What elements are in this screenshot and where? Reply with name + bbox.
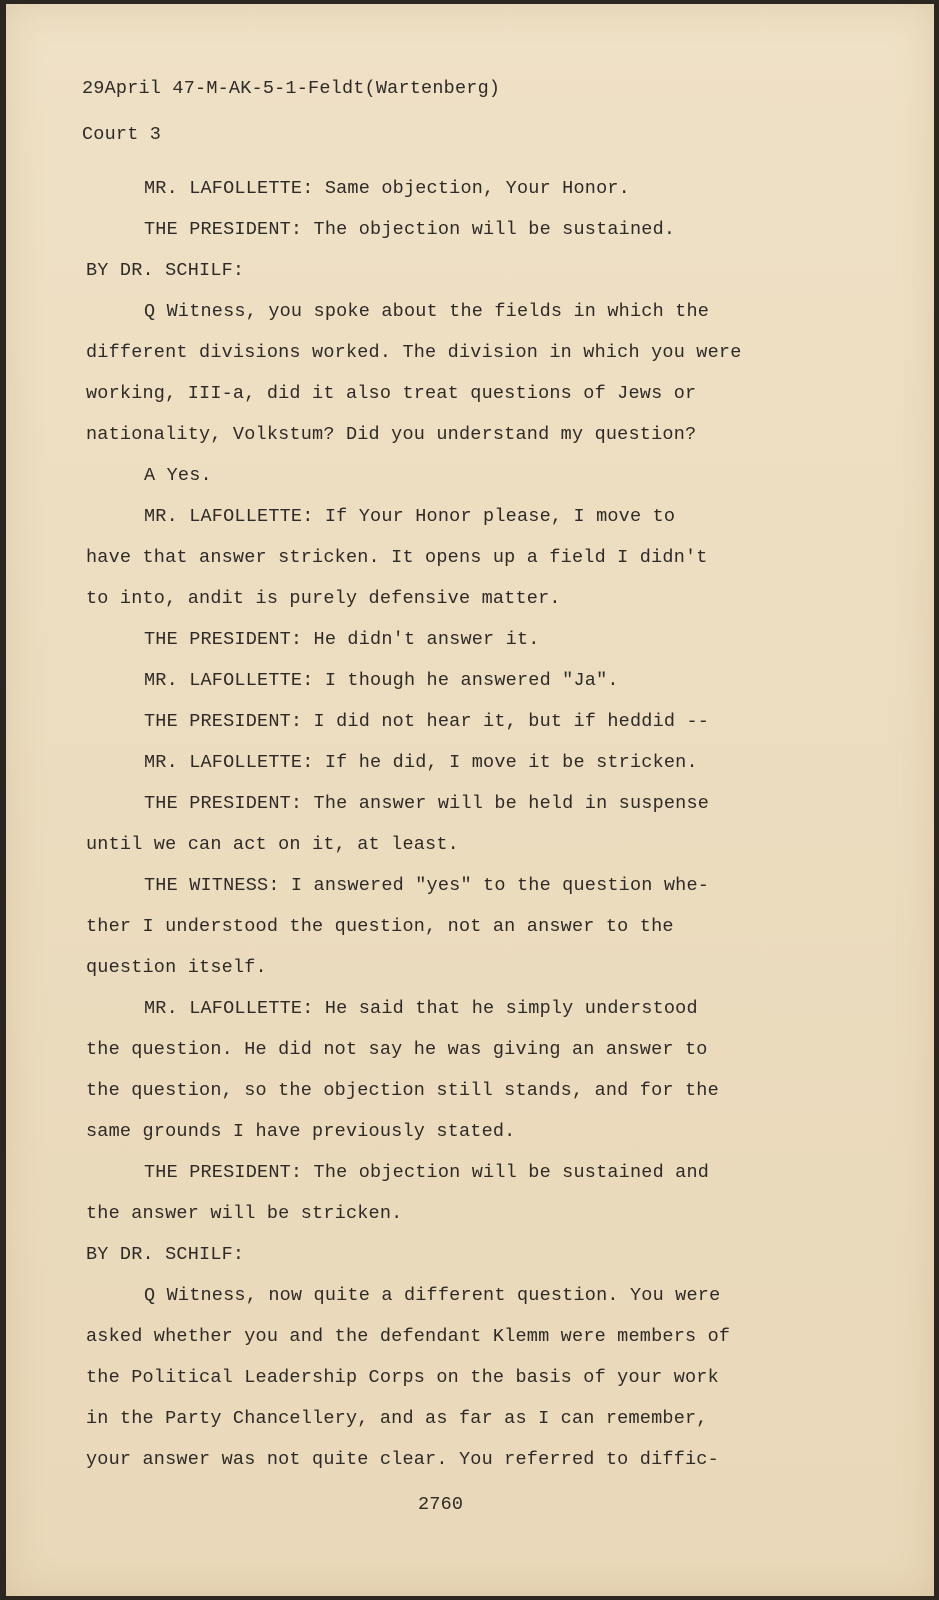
transcript-line: the Political Leadership Corps on the basis of your work — [86, 1367, 719, 1388]
transcript-line: the question. He did not say he was giving an answer to — [86, 1039, 708, 1060]
transcript-line: THE WITNESS: I answered "yes" to the question whe- — [144, 875, 710, 896]
transcript-line: THE PRESIDENT: The objection will be sustained and — [144, 1162, 710, 1183]
transcript-line: A Yes. — [144, 465, 212, 486]
transcript-line: the answer will be stricken. — [86, 1203, 403, 1224]
transcript-line: BY DR. SCHILF: — [86, 1244, 245, 1265]
transcript-line: working, III-a, did it also treat questions of Jews or — [86, 383, 697, 404]
transcript-line: different divisions worked. The division in which you were — [86, 342, 742, 363]
transcript-line: THE PRESIDENT: The objection will be sustained. — [144, 219, 676, 240]
transcript-line: BY DR. SCHILF: — [86, 260, 245, 281]
transcript-line: in the Party Chancellery, and as far as I can remember, — [86, 1408, 708, 1429]
transcript-line: THE PRESIDENT: He didn't answer it. — [144, 629, 540, 650]
transcript-line: ther I understood the question, not an answer to the — [86, 916, 674, 937]
transcript-line: MR. LAFOLLETTE: If he did, I move it be stricken. — [144, 752, 698, 773]
transcript-line: the question, so the objection still stands, and for the — [86, 1080, 719, 1101]
transcript-line: your answer was not quite clear. You referred to diffic- — [86, 1449, 719, 1470]
court-number: Court 3 — [82, 124, 162, 145]
transcript-line: same grounds I have previously stated. — [86, 1121, 516, 1142]
transcript-line: MR. LAFOLLETTE: He said that he simply understood — [144, 998, 698, 1019]
transcript-line: nationality, Volkstum? Did you understand my question? — [86, 424, 697, 445]
transcript-line: until we can act on it, at least. — [86, 834, 459, 855]
transcript-line: THE PRESIDENT: The answer will be held in suspense — [144, 793, 710, 814]
transcript-line: to into, andit is purely defensive matter. — [86, 588, 561, 609]
page-number: 2760 — [418, 1494, 464, 1515]
typewritten-page — [6, 4, 934, 1596]
transcript-line: Q Witness, you spoke about the fields in which the — [144, 301, 710, 322]
document-reference: 29April 47-M-AK-5-1-Feldt(Wartenberg) — [82, 78, 501, 99]
transcript-line: THE PRESIDENT: I did not hear it, but if heddid -- — [144, 711, 710, 732]
transcript-line: question itself. — [86, 957, 267, 978]
transcript-line: asked whether you and the defendant Klemm were members of — [86, 1326, 731, 1347]
transcript-line: MR. LAFOLLETTE: I though he answered "Ja". — [144, 670, 619, 691]
transcript-line: Q Witness, now quite a different question. You were — [144, 1285, 721, 1306]
transcript-line: MR. LAFOLLETTE: If Your Honor please, I move to — [144, 506, 676, 527]
transcript-line: have that answer stricken. It opens up a field I didn't — [86, 547, 708, 568]
transcript-line: MR. LAFOLLETTE: Same objection, Your Honor. — [144, 178, 630, 199]
